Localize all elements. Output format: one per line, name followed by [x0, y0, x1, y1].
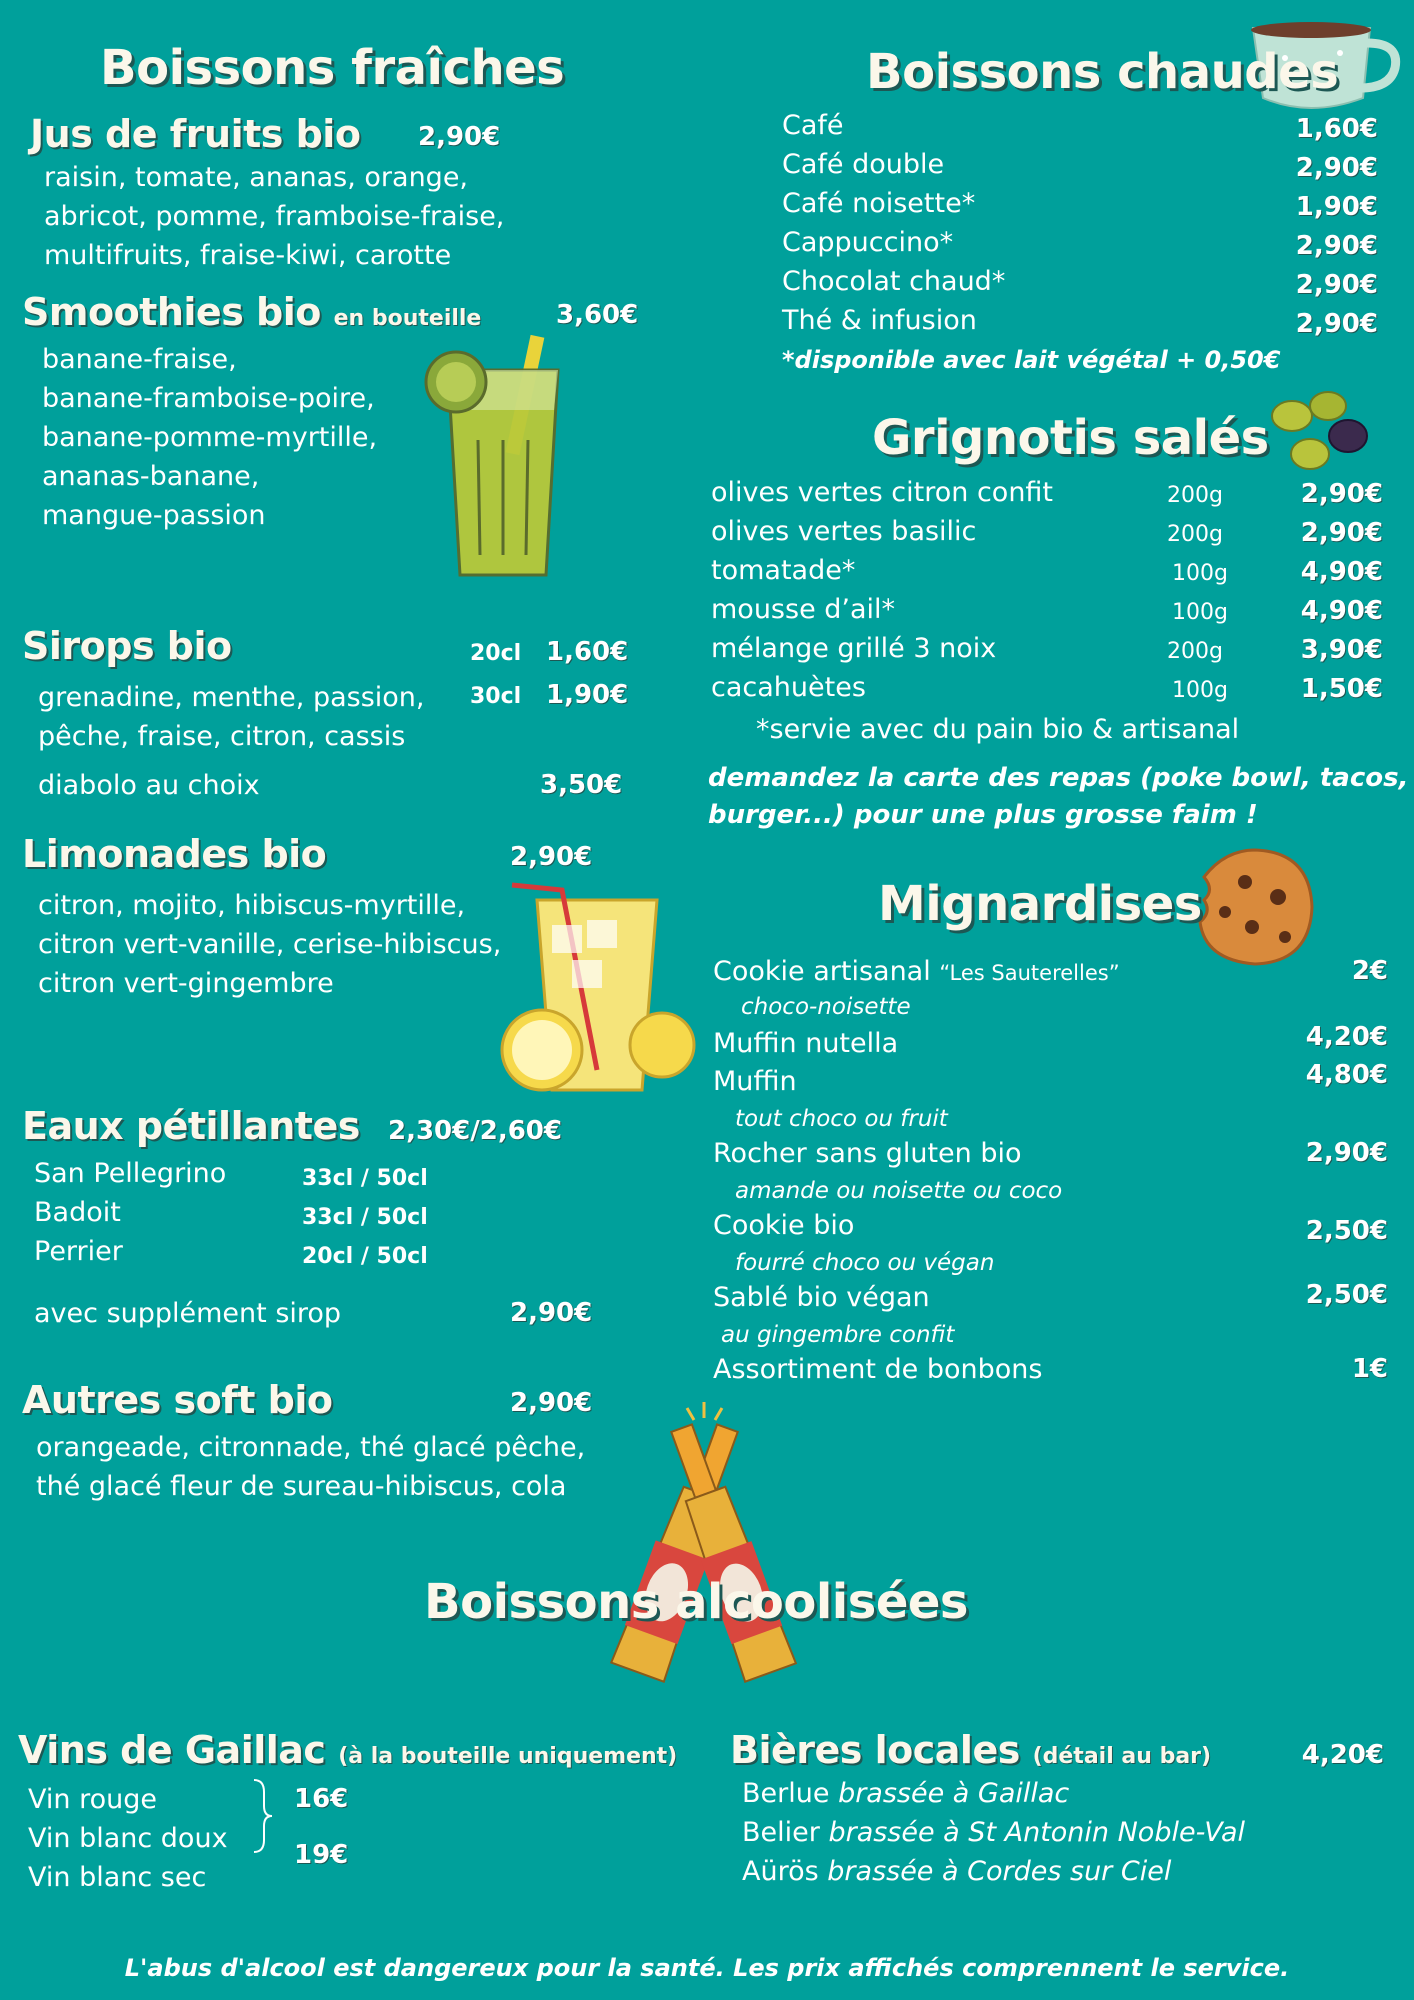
- sirops-title: Sirops bio: [22, 624, 232, 668]
- cookie-bio-price: 2,50€: [1305, 1216, 1388, 1246]
- list-item: [711, 594, 1383, 633]
- vins-suffix: (à la bouteille uniquement): [338, 1744, 678, 1769]
- snacks-title: Grignotis salés: [872, 410, 1269, 466]
- cookie-price: 2€: [1351, 956, 1388, 986]
- list-item: [742, 1774, 1245, 1813]
- eaux-price: 2,30€/2,60€: [388, 1116, 562, 1146]
- cookie-artisanal: [713, 956, 1120, 987]
- hot-item-price: 1,90€: [1295, 192, 1378, 222]
- snack-name: olives vertes citron confit: [711, 477, 1054, 508]
- snack-qty: 100g: [1172, 561, 1228, 586]
- olives-icon: [1270, 388, 1370, 473]
- beer-name: Belier: [742, 1817, 820, 1848]
- limonades-title: Limonades bio: [22, 832, 327, 876]
- smoothie-glass-icon: [418, 330, 568, 580]
- smoothies-title-text: Smoothies bio: [22, 290, 321, 334]
- sirops-list: [38, 678, 424, 756]
- list-item: citron, mojito, hibiscus-myrtille,: [38, 890, 466, 921]
- vins-price1: 16€: [294, 1784, 349, 1814]
- snack-qty: 200g: [1167, 639, 1223, 664]
- beer-detail: brassée à Gaillac: [838, 1778, 1070, 1809]
- list-item: [782, 188, 1378, 227]
- list-item: abricot, pomme, framboise-fraise,: [44, 201, 505, 232]
- limonades-price: 2,90€: [510, 842, 593, 872]
- hot-item-price: 2,90€: [1295, 231, 1378, 261]
- brace-icon: [250, 1776, 276, 1856]
- hot-item-name: Café: [782, 110, 844, 141]
- bieres-title: [730, 1728, 1211, 1772]
- vins-title: [18, 1728, 677, 1772]
- muffin-nutella-price: 4,20€: [1305, 1022, 1388, 1052]
- beer-name: Aürös: [742, 1856, 819, 1887]
- snack-qty: 200g: [1167, 522, 1223, 547]
- list-item: raisin, tomate, ananas, orange,: [44, 162, 469, 193]
- sirops-size1: 20cl: [470, 641, 522, 666]
- cookie-sub: choco-noisette: [741, 994, 911, 1020]
- jus-list: [44, 158, 504, 275]
- vins-price2: 19€: [294, 1840, 349, 1870]
- bieres-price: 4,20€: [1301, 1740, 1384, 1770]
- snack-price: 2,90€: [1300, 518, 1383, 548]
- bieres-suffix: (détail au bar): [1032, 1744, 1212, 1769]
- snacks-note: *servie avec du pain bio & artisanal: [756, 714, 1240, 745]
- list-item: [742, 1813, 1245, 1852]
- list-item: Vin rouge: [28, 1784, 157, 1815]
- snack-name: mousse d’ail*: [711, 594, 896, 625]
- beer-name: Berlue: [742, 1778, 830, 1809]
- limonades-list: [38, 886, 501, 1003]
- hot-item-price: 2,90€: [1295, 270, 1378, 300]
- list-item: [711, 672, 1383, 711]
- cookie-brand: “Les Sauterelles”: [939, 961, 1120, 985]
- bonbons-price: 1€: [1351, 1354, 1388, 1384]
- beer-bottles-icon: [592, 1400, 817, 1690]
- list-item: [782, 149, 1378, 188]
- smoothies-price: 3,60€: [556, 300, 639, 330]
- sweet-name: Cookie artisanal: [713, 956, 931, 987]
- hot-item-name: Thé & infusion: [782, 305, 977, 336]
- list-item: [711, 516, 1383, 555]
- hot-item-name: Café noisette*: [782, 188, 976, 219]
- list-item: thé glacé fleur de sureau-hibiscus, cola: [36, 1471, 567, 1502]
- snack-name: olives vertes basilic: [711, 516, 977, 547]
- snack-qty: 100g: [1172, 600, 1228, 625]
- muffin: Muffin: [713, 1066, 797, 1097]
- hot-item-name: Café double: [782, 149, 945, 180]
- hot-note: *disponible avec lait végétal + 0,50€: [782, 346, 1281, 374]
- bieres-title-text: Bières locales: [730, 1728, 1020, 1772]
- snack-price: 1,50€: [1300, 674, 1383, 704]
- list-item: [782, 305, 1378, 344]
- rocher-sub: amande ou noisette ou coco: [735, 1178, 1063, 1204]
- cookie-bio: Cookie bio: [713, 1210, 855, 1241]
- snack-name: tomatade*: [711, 555, 856, 586]
- meals-line: demandez la carte des repas (poke bowl, tacos,: [708, 763, 1409, 793]
- meals-line: burger...) pour une plus grosse faim !: [708, 800, 1258, 830]
- snack-name: cacahuètes: [711, 672, 866, 703]
- eaux-item-name: Perrier: [34, 1236, 123, 1267]
- list-item: pêche, fraise, citron, cassis: [38, 721, 406, 752]
- snacks-list: [711, 477, 1383, 711]
- hot-item-price: 2,90€: [1295, 153, 1378, 183]
- diabolo-label: diabolo au choix: [38, 770, 260, 801]
- sable-price: 2,50€: [1305, 1280, 1388, 1310]
- muffin-nutella: Muffin nutella: [713, 1028, 899, 1059]
- snack-qty: 200g: [1167, 483, 1223, 508]
- hot-title: Boissons chaudes: [866, 44, 1339, 100]
- list-item: multifruits, fraise-kiwi, carotte: [44, 240, 452, 271]
- eaux-supp-label: avec supplément sirop: [34, 1298, 342, 1329]
- list-item: mangue-passion: [42, 500, 266, 531]
- vins-title-text: Vins de Gaillac: [18, 1728, 326, 1772]
- jus-title: Jus de fruits bio: [30, 112, 361, 156]
- list-item: [711, 555, 1383, 594]
- smoothies-title: [22, 290, 481, 334]
- list-item: citron vert-vanille, cerise-hibiscus,: [38, 929, 502, 960]
- hot-item-name: Cappuccino*: [782, 227, 954, 258]
- autres-title: Autres soft bio: [22, 1378, 333, 1422]
- list-item: Vin blanc sec: [28, 1862, 207, 1893]
- meals-note: [708, 760, 1408, 834]
- eaux-title: Eaux pétillantes: [22, 1104, 360, 1148]
- bieres-list: [742, 1774, 1245, 1891]
- eaux-item-name: Badoit: [34, 1197, 121, 1228]
- list-item: [711, 633, 1383, 672]
- list-item: Vin blanc doux: [28, 1823, 228, 1854]
- sirops-price1: 1,60€: [546, 637, 629, 667]
- rocher-price: 2,90€: [1305, 1138, 1388, 1168]
- list-item: ananas-banane,: [42, 461, 260, 492]
- hot-item-price: 1,60€: [1295, 114, 1378, 144]
- list-item: grenadine, menthe, passion,: [38, 682, 425, 713]
- beer-detail: brassée à St Antonin Noble-Val: [828, 1817, 1246, 1848]
- smoothies-suffix: en bouteille: [333, 306, 482, 331]
- list-item: [782, 266, 1378, 305]
- list-item: [782, 110, 1378, 149]
- snack-price: 4,90€: [1300, 596, 1383, 626]
- eaux-supp-price: 2,90€: [510, 1298, 593, 1328]
- diabolo-price: 3,50€: [540, 770, 623, 800]
- vins-list: [28, 1780, 228, 1897]
- eaux-item-name: San Pellegrino: [34, 1158, 227, 1189]
- list-item: banane-pomme-myrtille,: [42, 422, 378, 453]
- smoothies-list: [42, 340, 377, 535]
- hot-list: [782, 110, 1378, 344]
- snack-price: 4,90€: [1300, 557, 1383, 587]
- list-item: citron vert-gingembre: [38, 968, 334, 999]
- eaux-item-size: 33cl / 50cl: [302, 1166, 428, 1191]
- eaux-item-size: 33cl / 50cl: [302, 1205, 428, 1230]
- sable: Sablé bio végan: [713, 1282, 930, 1313]
- muffin-sub: tout choco ou fruit: [735, 1106, 948, 1132]
- list-item: banane-framboise-poire,: [42, 383, 375, 414]
- list-item: [782, 227, 1378, 266]
- cookie-icon: [1190, 842, 1320, 972]
- hot-item-name: Chocolat chaud*: [782, 266, 1006, 297]
- footer-disclaimer: L'abus d'alcool est dangereux pour la santé. Les prix affichés comprennent le service.: [124, 1954, 1290, 1982]
- snack-price: 3,90€: [1300, 635, 1383, 665]
- autres-list: [36, 1428, 585, 1506]
- hot-item-price: 2,90€: [1295, 309, 1378, 339]
- snack-name: mélange grillé 3 noix: [711, 633, 997, 664]
- list-item: banane-fraise,: [42, 344, 237, 375]
- beer-detail: brassée à Cordes sur Ciel: [827, 1856, 1172, 1887]
- jus-price: 2,90€: [418, 122, 501, 152]
- muffin-price: 4,80€: [1305, 1060, 1388, 1090]
- rocher: Rocher sans gluten bio: [713, 1138, 1022, 1169]
- cold-title: Boissons fraîches: [100, 40, 565, 96]
- alcohol-title: Boissons alcoolisées: [424, 1574, 968, 1630]
- sable-sub: au gingembre confit: [721, 1322, 955, 1348]
- snack-price: 2,90€: [1300, 479, 1383, 509]
- sirops-size2: 30cl: [470, 684, 522, 709]
- sirops-price2: 1,90€: [546, 680, 629, 710]
- lemonade-glass-icon: [492, 880, 697, 1095]
- list-item: orangeade, citronnade, thé glacé pêche,: [36, 1432, 586, 1463]
- autres-price: 2,90€: [510, 1388, 593, 1418]
- sweets-title: Mignardises: [878, 876, 1202, 932]
- list-item: [711, 477, 1383, 516]
- bonbons: Assortiment de bonbons: [713, 1354, 1043, 1385]
- eaux-item-size: 20cl / 50cl: [302, 1244, 428, 1269]
- snack-qty: 100g: [1172, 678, 1228, 703]
- list-item: [742, 1852, 1245, 1891]
- cookie-bio-sub: fourré choco ou végan: [735, 1250, 995, 1276]
